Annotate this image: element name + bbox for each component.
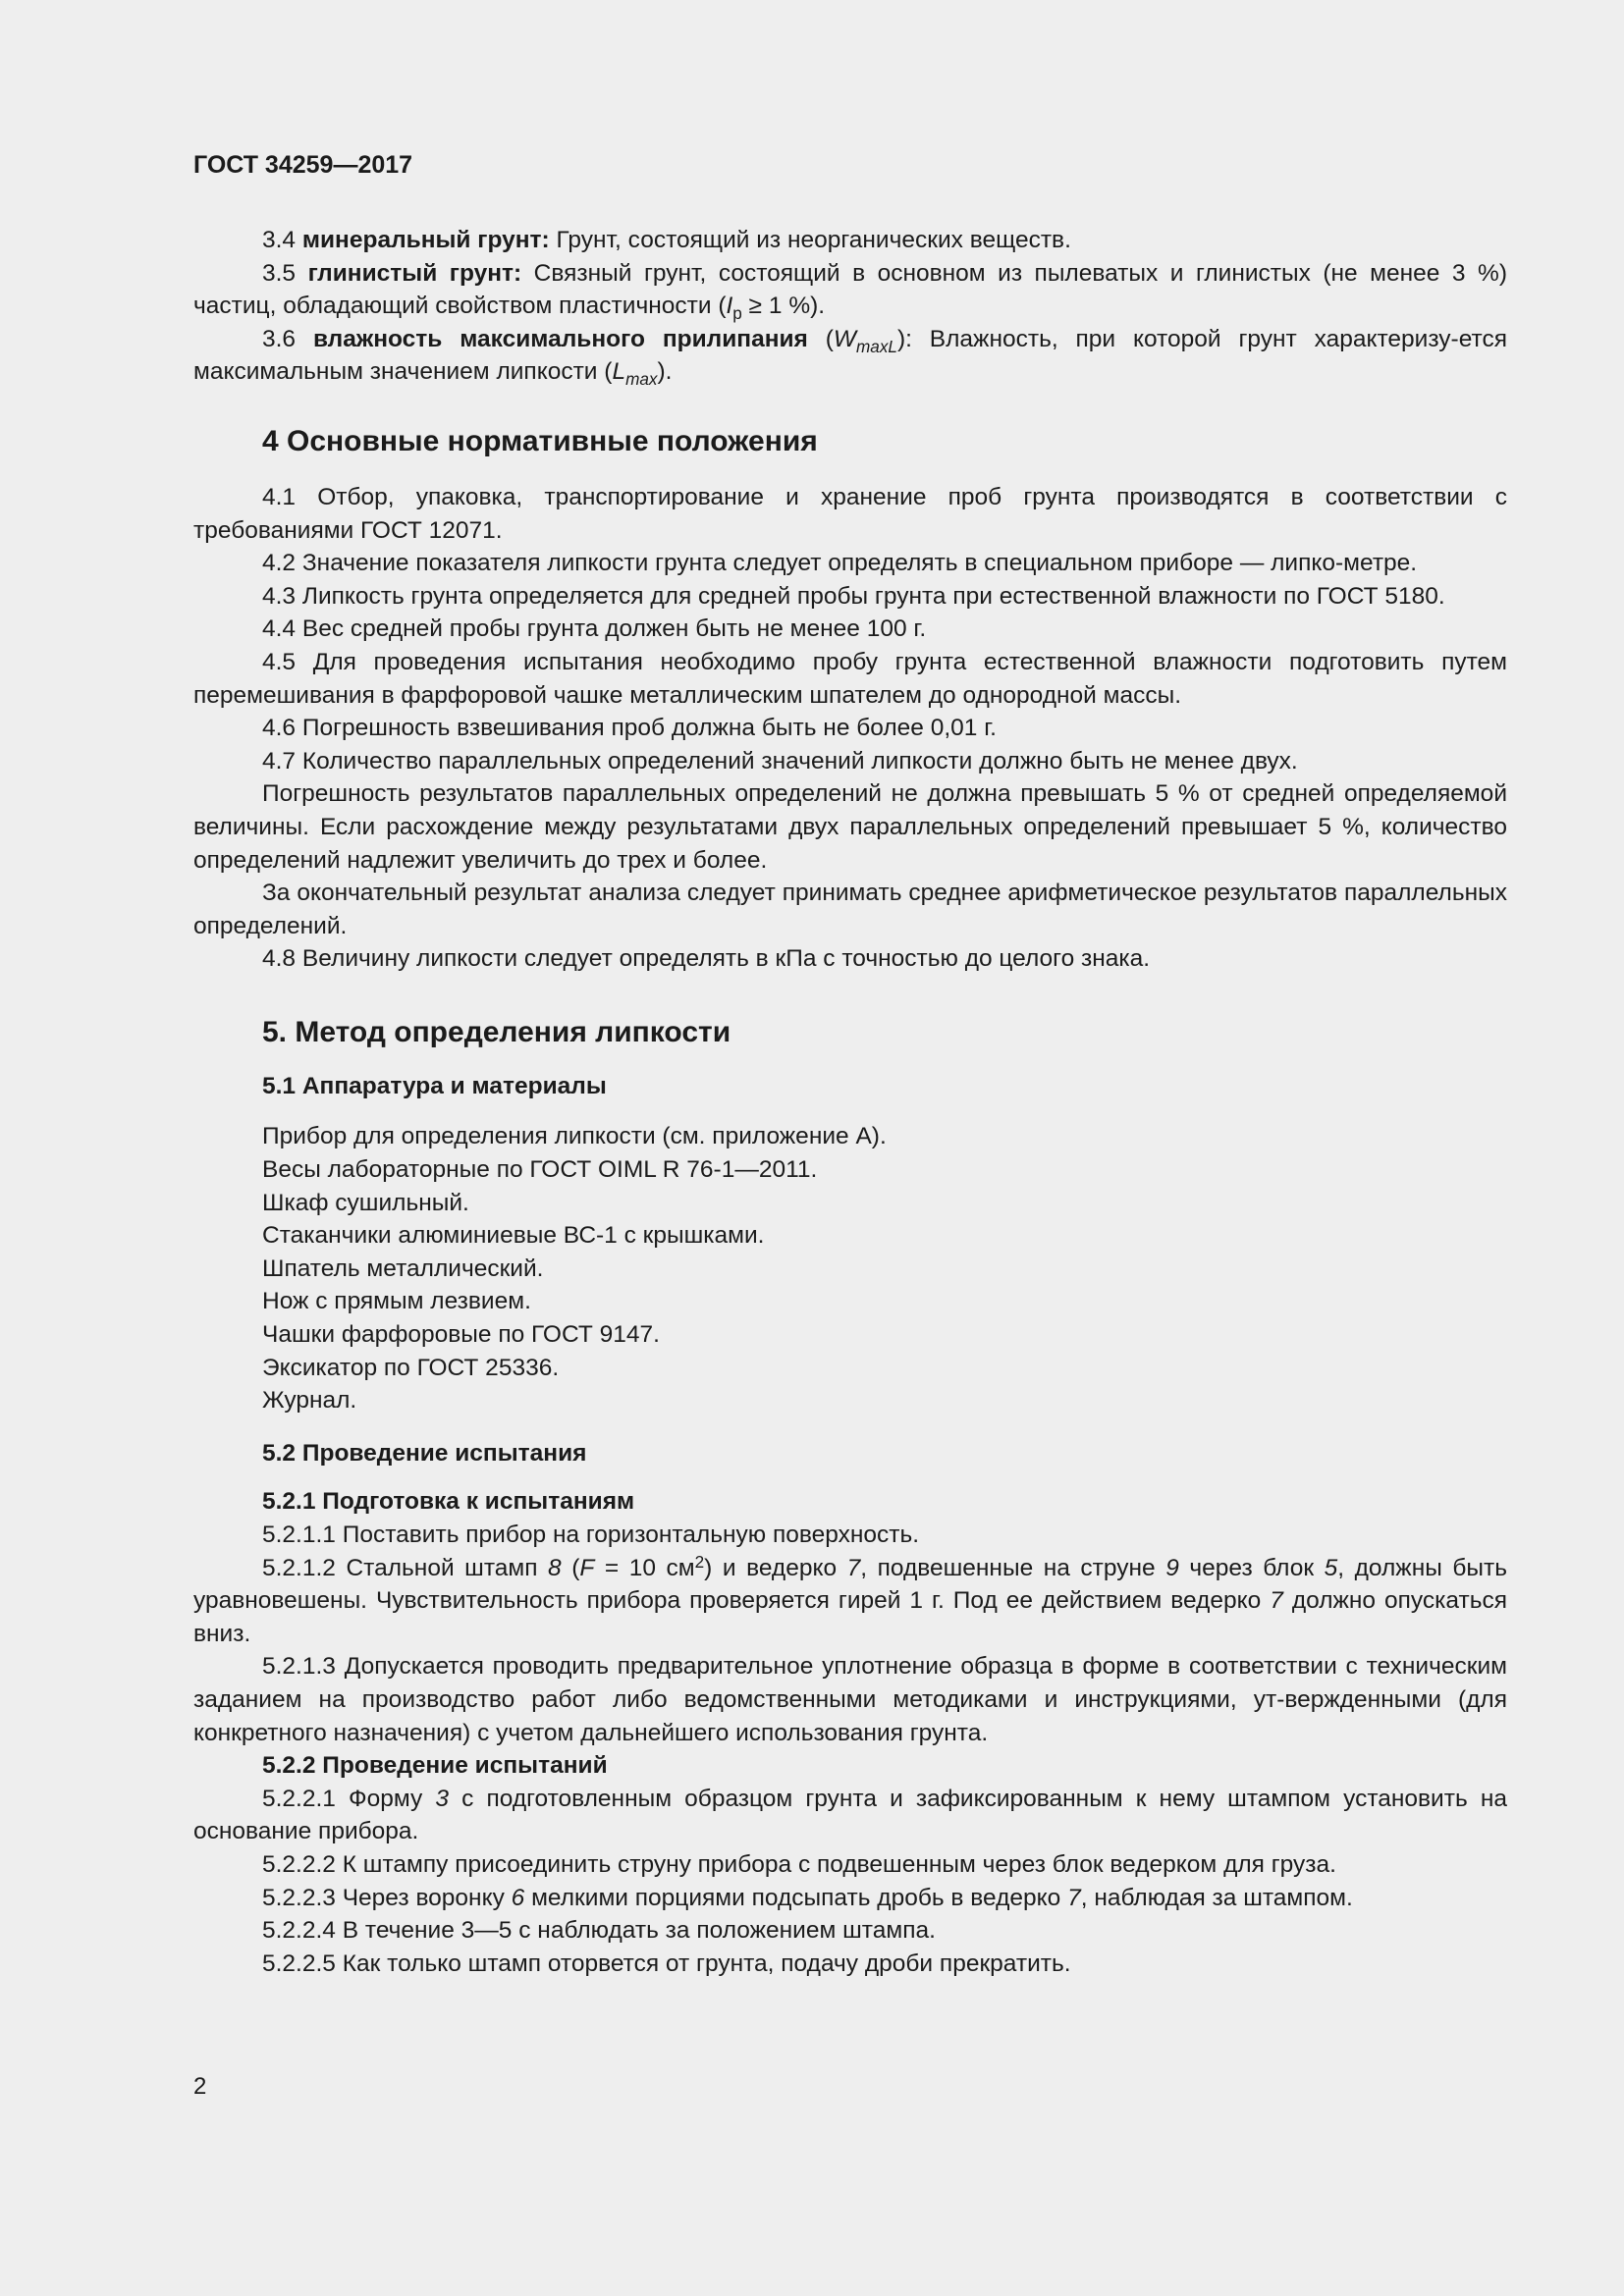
- paragraph-5-2-2-1: 5.2.2.1 Форму 3 с подготовленным образцом грунта и зафиксированным к нему штампом установить на основание прибора.: [193, 1785, 1507, 1845]
- paragraph-4-6: 4.6 Погрешность взвешивания проб должна быть не более 0,01 г.: [262, 715, 997, 742]
- page-number: 2: [193, 2073, 207, 2100]
- paragraph-4-7-error: Погрешность результатов параллельных определений не должна превышать 5 % от средней определяемой величины. Если расхождение между результатами двух параллельных определений превышает 5 %, количество определений надлежит увеличить до трех и более.: [193, 780, 1507, 874]
- equipment-item: Чашки фарфоровые по ГОСТ 9147.: [262, 1321, 660, 1349]
- paragraph-4-5: 4.5 Для проведения испытания необходимо пробу грунта естественной влажности подготовить путем перемешивания в фарфоровой чашке металлическим шпателем до однородной массы.: [193, 648, 1507, 709]
- paragraph-5-2-2-4: 5.2.2.4 В течение 3—5 с наблюдать за положением штампа.: [262, 1917, 936, 1945]
- section-5-heading: 5. Метод определения липкости: [262, 1015, 731, 1048]
- equipment-item: Шкаф сушильный.: [262, 1189, 469, 1216]
- paragraph-4-2: 4.2 Значение показателя липкости грунта следует определять в специальном приборе — липко-метре.: [262, 550, 1418, 577]
- equipment-list: [193, 1120, 1507, 1416]
- document-header: ГОСТ 34259—2017: [193, 151, 413, 179]
- equipment-item: Нож с прямым лезвием.: [262, 1288, 531, 1315]
- symbol: I: [726, 293, 733, 320]
- paragraph-4-8: 4.8 Величину липкости следует определять в кПа с точностью до целого знака.: [262, 945, 1151, 973]
- term: влажность максимального прилипания: [312, 325, 808, 352]
- equipment-item: Прибор для определения липкости (см. приложение А).: [262, 1123, 887, 1150]
- paragraph-5-2-2-2: 5.2.2.2 К штампу присоединить струну прибора с подвешенным через блок ведерком для груза.: [262, 1850, 1336, 1878]
- equipment-item: Стаканчики алюминиевые ВС-1 с крышками.: [262, 1222, 765, 1250]
- equipment-item: Эксикатор по ГОСТ 25336.: [262, 1354, 560, 1381]
- paragraph-4-3: 4.3 Липкость грунта определяется для средней пробы грунта при естественной влажности по ГОСТ 5180.: [262, 582, 1445, 610]
- symbol: W: [833, 325, 857, 352]
- paragraph-4-7: 4.7 Количество параллельных определений значений липкости должно быть не менее двух.: [262, 747, 1298, 774]
- paragraph-4-4: 4.4 Вес средней пробы грунта должен быть не менее 100 г.: [262, 615, 927, 643]
- subsection-5-1-heading: 5.1 Аппаратура и материалы: [262, 1072, 607, 1099]
- subsection-5-2-1-heading: 5.2.1 Подготовка к испытаниям: [262, 1488, 635, 1516]
- paragraph-5-2-1-3: 5.2.1.3 Допускается проводить предварительное уплотнение образца в форме в соответствии с техническим заданием на производство работ либо ведомственными методиками и инструкциями, ут-вержденными (для конкретного назначения) с учетом дальнейшего использования грунта.: [193, 1653, 1507, 1746]
- document-page: [193, 0, 1507, 2296]
- definition-3-6: 3.6 влажность максимального прилипания $(W_{maxL})$: Влажность, при которой грунт характеризу-ется максимальным значением липкости $(L_{max})$.: [193, 325, 1507, 390]
- term: глинистый грунт:: [307, 259, 522, 287]
- equipment-item: Весы лабораторные по ГОСТ OIML R 76-1—2011.: [262, 1156, 818, 1184]
- symbol: L: [612, 358, 626, 386]
- paragraph-5-2-2-5: 5.2.2.5 Как только штамп оторвется от грунта, подачу дроби прекратить.: [262, 1949, 1071, 1977]
- term: минеральный грунт:: [301, 227, 550, 253]
- paragraph-4-1: 4.1 Отбор, упаковка, транспортирование и хранение проб грунта производятся в соответствии с требованиями ГОСТ 12071.: [193, 483, 1507, 544]
- paragraph-5-2-1-1: 5.2.1.1 Поставить прибор на горизонтальную поверхность.: [262, 1522, 920, 1548]
- paragraph-5-2-2-3: 5.2.2.3 Через воронку 6 мелкими порциями подсыпать дробь в ведерко 7, наблюдая за штампом.: [262, 1884, 1353, 1911]
- paragraph-4-7-result: За окончательный результат анализа следует принимать среднее арифметическое результатов параллельных определений.: [193, 880, 1507, 939]
- section-4-heading: 4 Основные нормативные положения: [262, 424, 818, 457]
- subsection-5-2-2-heading: 5.2.2 Проведение испытаний: [262, 1752, 608, 1780]
- subsection-5-2-heading: 5.2 Проведение испытания: [262, 1439, 587, 1467]
- definition-3-4: 3.4 минеральный грунт: Грунт, состоящий из неорганических веществ.: [262, 227, 1071, 253]
- definition-3-5: 3.5 глинистый грунт: Связный грунт, состоящий в основном из пылеватых и глинистых (не менее 3 %) частиц, обладающий свойством пластичности ($I_p \ge 1$ %).: [193, 259, 1507, 324]
- paragraph-5-2-1-2: 5.2.1.2 Стальной штамп 8 (F = 10 $см^2$) и ведерко 7, подвешенные на струне 9 через блок 5, должны быть уравновешены. Чувствительность прибора проверяется гирей 1 г. Под ее действием ведерко 7 должно опускаться вниз.: [193, 1551, 1507, 1647]
- equipment-item: Журнал.: [262, 1387, 357, 1415]
- equipment-item: Шпатель металлический.: [262, 1255, 544, 1282]
- document-body: [193, 224, 1507, 1980]
